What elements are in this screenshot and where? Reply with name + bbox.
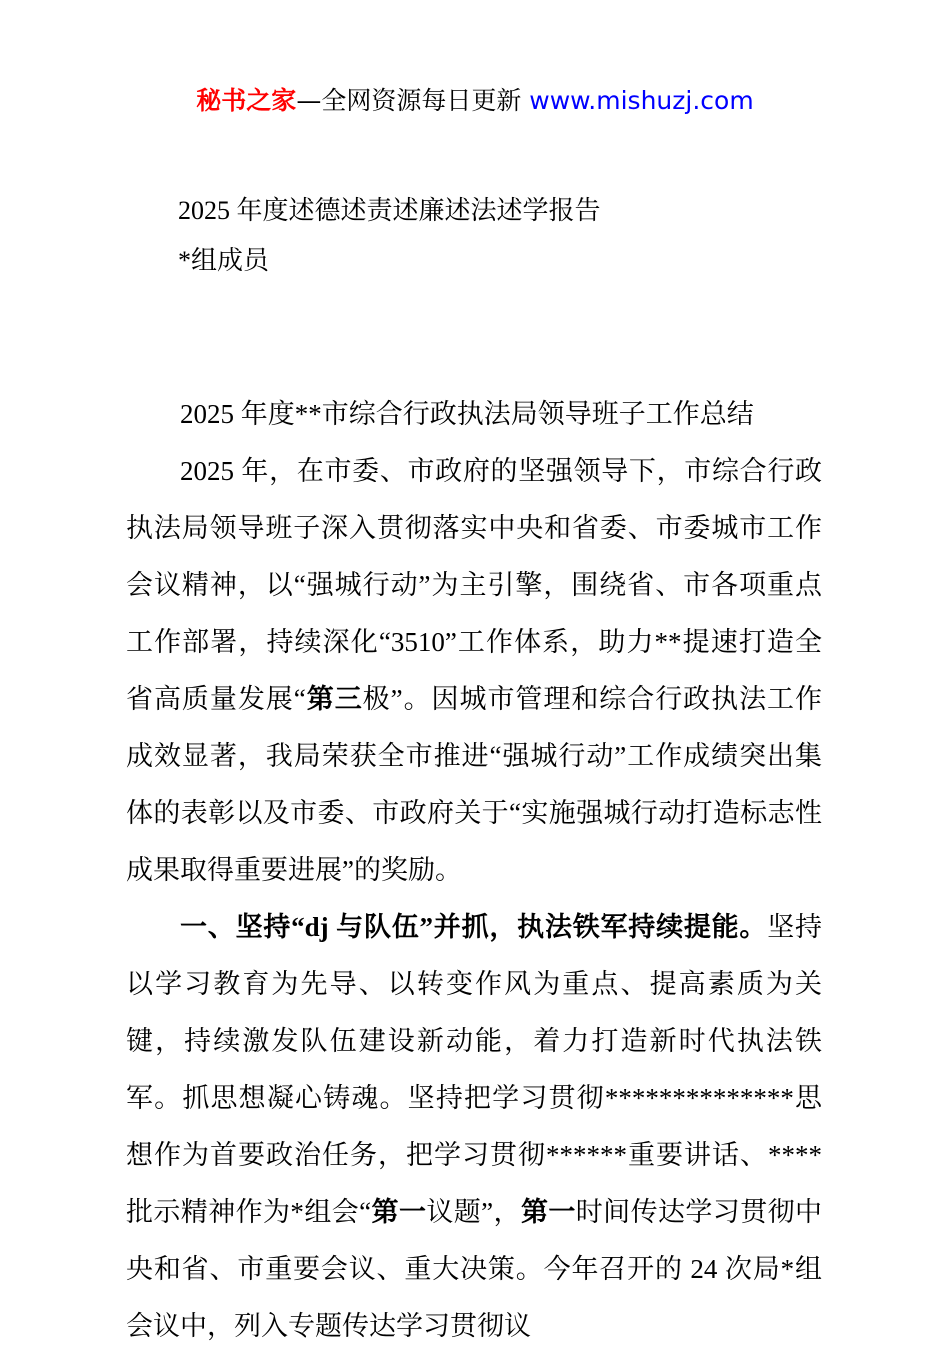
paragraph-intro: [126, 443, 822, 899]
text-run: 坚持以学习教育为先导、以转变作风为重点、提高素质为关键，持续激发队伍建设新动能，着力打造新时代执法铁军。抓思想凝心铸魂。坚持把学习贯彻**************思想作为首要政治任务，把学习贯彻******重要讲话、****批示精神作为*组会“: [126, 912, 823, 1227]
doc-title: 2025 年度述德述责述廉述法述学报告: [178, 196, 601, 225]
text-run-bold: 第一: [520, 1197, 576, 1227]
site-tagline: —全网资源每日更新: [296, 86, 530, 115]
text-run: 极”。因城市管理和综合行政执法工作成效显著，我局荣获全市推进“强城行动”工作成绩突出集体的表彰以及市委、市政府关于“实施强城行动打造标志性成果取得重要进展”的奖励。: [126, 684, 823, 885]
doc-subtitle: *组成员: [178, 246, 270, 275]
site-brand: 秘书之家: [196, 86, 297, 115]
text-run-bold: 第三: [305, 684, 363, 714]
text-run-bold: 第一: [371, 1197, 427, 1227]
site-header: [0, 0, 950, 116]
text-run: 2025 年，在市委、市政府的坚强领导下，市综合行政执法局领导班子深入贯彻落实中央和省委、市委城市工作会议精神，以“强城行动”为主引擎，围绕省、市各项重点工作部署，持续深化“3510”工作体系，助力**提速打造全省高质量发展“: [126, 456, 822, 714]
title-block: [126, 186, 822, 286]
text-run: 议题”，: [426, 1197, 521, 1227]
site-url-link[interactable]: www.mishuzj.com: [529, 86, 754, 115]
text-run: 时间传达学习贯彻中央和省、市重要会议、重大决策。今年召开的 24 次局*组会议中，列入专题传达学习贯彻议: [126, 1197, 823, 1341]
doc-body: [126, 386, 822, 1355]
text-run-bold: 一、坚持“dj 与队伍”并抓，执法铁军持续提能。: [180, 912, 768, 942]
paragraph-section-one: [126, 899, 822, 1355]
section-title: 2025 年度**市综合行政执法局领导班子工作总结: [180, 399, 754, 429]
